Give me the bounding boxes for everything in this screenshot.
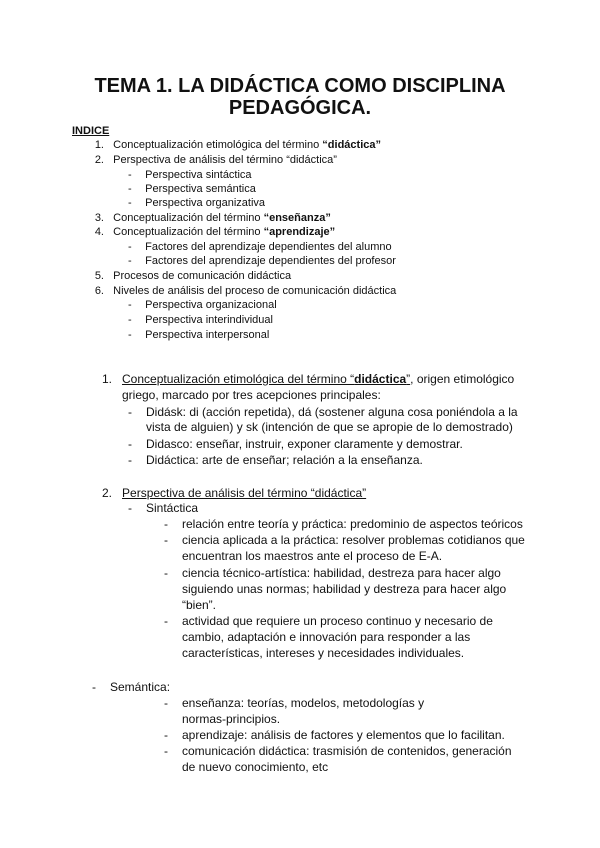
semantica-point-3: comunicación didáctica: trasmisión de contenidos, generación bbox=[182, 744, 512, 758]
title-line-2: PEDAGÓGICA. bbox=[228, 97, 372, 119]
bullet-dash: - bbox=[128, 453, 132, 467]
title-line-1: TEMA 1. LA DIDÁCTICA COMO DISCIPLINA bbox=[94, 75, 506, 97]
index-item-2: 2. Perspectiva de análisis del término “didáctica” bbox=[94, 154, 337, 166]
section-1-bullet-2: Didasco: enseñar, instruir, exponer claramente y demostrar. bbox=[146, 437, 463, 451]
semantica-point-1-cont: normas-principios. bbox=[182, 712, 281, 726]
bullet-dash: - bbox=[164, 728, 168, 742]
sintactica-point-4-cont: cambio, adaptación e innovación para responder a las bbox=[182, 630, 471, 644]
section-1-bullet-3: Didáctica: arte de enseñar; relación a la enseñanza. bbox=[146, 453, 423, 467]
index-item-3: 3. Conceptualización del término “enseñanza” bbox=[94, 212, 331, 224]
index-subitem: - Factores del aprendizaje dependientes del profesor bbox=[128, 255, 396, 267]
index-subitem: - Perspectiva interindividual bbox=[128, 314, 273, 326]
bullet-dash: - bbox=[164, 744, 168, 758]
sintactica-label: Sintáctica bbox=[146, 501, 199, 515]
semantica-point-3-cont: de nuevo conocimiento, etc bbox=[182, 760, 329, 774]
sintactica-point-1: relación entre teoría y práctica: predominio de aspectos teóricos bbox=[182, 517, 523, 531]
section-1-bullet-1: Didásk: di (acción repetida), dá (sostener alguna cosa poniéndola a la bbox=[146, 405, 518, 419]
bullet-dash: - bbox=[128, 437, 132, 451]
sintactica-point-3-cont: “bien”. bbox=[182, 598, 217, 612]
semantica-point-1: enseñanza: teorías, modelos, metodologías y bbox=[182, 696, 425, 710]
bullet-dash: - bbox=[164, 517, 168, 531]
bullet-dash: - bbox=[164, 696, 168, 710]
semantica-label: Semántica: bbox=[110, 680, 171, 694]
bullet-dash: - bbox=[128, 405, 132, 419]
index-item-5: 5. Procesos de comunicación didáctica bbox=[94, 270, 292, 282]
index-subitem: - Perspectiva organizativa bbox=[128, 197, 266, 209]
section-1-text: griego, marcado por tres acepciones principales: bbox=[122, 388, 381, 402]
section-1-bullet-1-cont: vista de alguien) y sk (intención de que se apropie de lo demostrado) bbox=[146, 420, 513, 434]
index-subitem: - Factores del aprendizaje dependientes del alumno bbox=[128, 241, 392, 253]
bullet-dash: - bbox=[164, 566, 168, 580]
index-subitem: - Perspectiva interpersonal bbox=[128, 329, 270, 341]
sintactica-point-2: ciencia aplicada a la práctica: resolver problemas cotidianos que bbox=[182, 533, 525, 547]
sintactica-point-4-cont: características, intereses y necesidades individuales. bbox=[182, 646, 465, 660]
section-1-heading: 1. Conceptualización etimológica del término “didáctica”, origen etimológico bbox=[101, 372, 515, 386]
sintactica-point-2-cont: encuentran los maestros ante el proceso de E-A. bbox=[182, 549, 443, 563]
index-item-1: 1. Conceptualización etimológica del término “didáctica” bbox=[94, 139, 381, 151]
sintactica-point-3-cont: siguiendo unas normas; habilidad y destreza para hacer algo bbox=[182, 582, 507, 596]
bullet-dash: - bbox=[164, 614, 168, 628]
index-item-4: 4. Conceptualización del término “aprendizaje” bbox=[94, 226, 336, 238]
index-subitem: - Perspectiva sintáctica bbox=[128, 169, 252, 181]
sintactica-point-4: actividad que requiere un proceso continuo y necesario de bbox=[182, 614, 493, 628]
bullet-dash: - bbox=[92, 680, 96, 694]
index-subitem: - Perspectiva organizacional bbox=[128, 299, 277, 311]
bullet-dash: - bbox=[128, 501, 132, 515]
semantica-point-2: aprendizaje: análisis de factores y elementos que lo facilitan. bbox=[182, 728, 505, 742]
section-2-heading: 2. Perspectiva de análisis del término “didáctica” bbox=[101, 486, 367, 500]
document-title bbox=[60, 75, 540, 119]
index-item-6: 6. Niveles de análisis del proceso de comunicación didáctica bbox=[94, 285, 397, 297]
sintactica-point-3: ciencia técnico-artística: habilidad, destreza para hacer algo bbox=[182, 566, 501, 580]
bullet-dash: - bbox=[164, 533, 168, 547]
index-subitem: - Perspectiva semántica bbox=[128, 183, 256, 195]
index-heading: INDICE bbox=[72, 125, 110, 137]
